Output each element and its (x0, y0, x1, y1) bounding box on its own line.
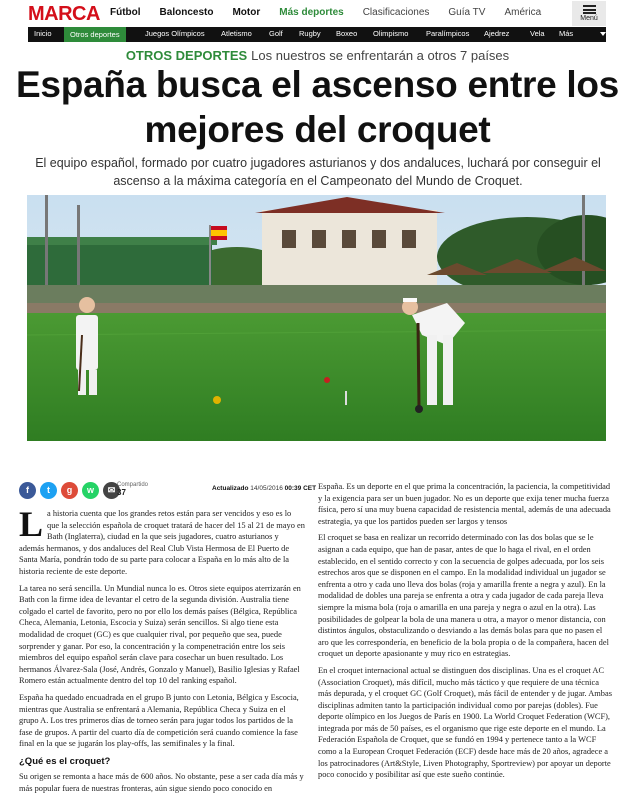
facebook-icon[interactable]: f (19, 482, 36, 499)
subnav-item-atletismo[interactable]: Atletismo (221, 29, 252, 38)
mail-icon[interactable]: ✉ (103, 482, 120, 499)
subnav-item-otros-deportes[interactable]: Otros deportes (64, 27, 126, 42)
subnav-item-paralimpicos[interactable]: Paralímpicos (426, 29, 470, 38)
body-paragraph: El croquet se basa en realizar un recorrido determinado con las dos bolas que se le asignan a cada equipo, que han de pasar, antes de que lo haga el rival, en el orden establecido, en el sentido correcto y con la secuencia de golpes adecuada, por los seis estrechos aros que se disponen en el campo. En la modalidad individual un jugador se enfrenta a otro y cada uno lleva dos bolas (roja y amarilla frente a negra y azul). En la modalidad de dobles una pareja se enfrenta a otra y cada jugador de cada pareja lleva siempre la misma bola (roja o amarilla en una pareja y negra o azul en la otra). Las posibilidades de golpear la bola de una manera u otra, a mayor o menor distancia, con distintos ángulos, obstaculizando o desviando a las demás bolas para que no pasen el aro que les correspondería, en beneficio de la bola propia o de la compañera, hacen del croquet un deporte apasionante y muy rico en estrategias. (318, 533, 609, 659)
chevron-down-icon[interactable] (600, 32, 606, 36)
marca-logo[interactable]: MARCA (28, 3, 100, 25)
article-body-right-column (318, 481, 614, 786)
updated-time: 00:39 CET (284, 485, 317, 492)
section-subhead: ¿Qué es el croquet? (19, 755, 111, 767)
updated-date: 14/05/2016 (250, 485, 283, 492)
subnav-item-olimpismo[interactable]: Olimpismo (373, 29, 409, 38)
whatsapp-icon[interactable]: w (82, 482, 99, 499)
article-lead: El equipo español, formado por cuatro jugadores asturianos y dos andaluces, luchará por conseguir el ascenso a la máxima categoría en el Campeonato del Mundo de Croquet. (35, 156, 601, 188)
article-body-left-column (19, 504, 305, 800)
body-paragraph: La tarea no será sencilla. Un Mundial nunca lo es. Otros siete equipos aterrizarán en Bath con la firme idea de levantar el cetro de la segunda división. Australia tiene colgado el cartel de favorito, pero no por ello los demás países (Bélgica, República Checa, Alemania, Letonia, Escocia y Suiza) serán sencillos. Si algo tiene esta modalidad de croquet (GC) es que cualquier rival, por pequeño que sea, puede sorprender y ganar. Por eso, la concentración y la compenetración entre los seis miembros del equipo español serán clave para cosechar un buen resultado. Los hermanos Álvarez-Sala (José, Andrés, Gonzalo y Manuel), Basilio Iglesias y Rafael Romero están actualmente dentro del top 10 del ranking español. (19, 583, 301, 686)
nav-item-baloncesto[interactable]: Baloncesto (159, 7, 214, 18)
share-count-value: 37 (117, 488, 126, 497)
body-paragraph: En el croquet internacional actual se distinguen dos disciplinas. Una es el croquet AC (Association Croquet), más difícil, mucho más táctico y que requiere de una técnica más depurada, y el croquet GC (Golf Croquet), más fácil de entender y de jugar. Ambas disciplinas admiten tanto la participación individual como por parejas (dobles). Fue deporte olímpico en los Juegos de París en 1900. La World Croquet Federation (WCF), integrada por más de 50 países, es el organismo que rige este deporte en el mundo. La Federación Española de Croquet, que se fundó en 1994 y pertenece tanto a la WCF como a la European Croquet Federación (ECF) desde hace más de 20 años, agradece a los patrocinadores (Art&Style, Liven Photography, Sportreview) por apoyar un deporte poco conocido y posibilitar así que este sueño continúe. (318, 665, 612, 780)
subnav-item-juegos-olimpicos[interactable]: Juegos Olímpicos (145, 29, 205, 38)
main-nav (110, 7, 560, 18)
body-paragraph: España. Es un deporte en el que prima la concentración, la paciencia, la competitividad y la exigencia para ser un buen jugador. No es un deporte que exija tener mucha fuerza física, pero sí una muy buena capacidad de resistencia mental, además de una adecuada estrategia, ya que los partidos pueden ser largos y tensos (318, 482, 611, 526)
subnav-item-golf[interactable]: Golf (269, 29, 283, 38)
body-paragraph: Su origen se remonta a hace más de 600 años. No obstante, pese a ser cada día más y más popular fuera de nuestras fronteras, aún sigue siendo poco conocido en (19, 772, 304, 794)
article-headline: España busca el ascenso entre los mejores del croquet (16, 64, 619, 150)
body-paragraph (19, 504, 305, 578)
menu-button[interactable] (572, 1, 606, 26)
kicker-subtitle: Los nuestros se enfrentarán a otros 7 países (251, 48, 510, 63)
section-kicker[interactable]: OTROS DEPORTES (125, 48, 248, 63)
share-count-label: Compartido (117, 482, 149, 488)
menu-label: Menú (580, 15, 598, 22)
updated-label: Actualizado (212, 485, 249, 492)
subnav-item-rugby[interactable]: Rugby (299, 29, 321, 38)
share-count (117, 482, 148, 496)
article-kicker-line (0, 48, 635, 63)
nav-item-guia-tv[interactable]: Guía TV (448, 7, 486, 18)
nav-item-mas-deportes[interactable]: Más deportes (279, 7, 344, 18)
subnav-item-vela[interactable]: Vela (530, 29, 545, 38)
body-paragraph: España ha quedado encuadrada en el grupo B junto con Letonia, Bélgica y Escocia, mientras que Australia se enfrentará a Alemania, República Checa y Suiza en el grupo A. Los tres primeros días de torneo serán para jugar todos los partidos de la fase de grupos. A partir del cuarto día de competición será cuando comience la fase final en la que se jugarán los play-offs, las semifinales y la final. (19, 692, 299, 749)
subnav-item-inicio[interactable]: Inicio (34, 29, 52, 38)
subnav-item-boxeo[interactable]: Boxeo (336, 29, 358, 38)
twitter-icon[interactable]: t (40, 482, 57, 499)
nav-item-america[interactable]: América (504, 7, 542, 18)
nav-item-clasificaciones[interactable]: Clasificaciones (362, 7, 430, 18)
body-paragraph-text: a historia cuenta que los grandes retos están para ser vencidos y eso es lo que la selección española de croquet tratará de hacer del 15 al 21 de mayo en Bath (Inglaterra), ciudad en la que seis jugadores, cuatro asturianos y además hermanos, y dos andaluces del Real Club Vista Hermosa de El Puerto de Santa María, pondrán todo de su parte para colocar a España en lo más alto de la historia reciente de este deporte. (19, 509, 305, 576)
subnav-item-ajedrez[interactable]: Ajedrez (484, 29, 510, 38)
hamburger-icon (583, 5, 596, 14)
google-plus-icon[interactable]: g (61, 482, 78, 499)
subnav-item-mas[interactable]: Más (559, 29, 574, 38)
section-subnav (28, 27, 606, 42)
nav-item-futbol[interactable]: Fútbol (110, 7, 141, 18)
updated-timestamp (212, 485, 316, 492)
nav-item-motor[interactable]: Motor (232, 7, 261, 18)
article-photo (27, 195, 606, 441)
top-navigation-bar (0, 0, 635, 27)
drop-cap: L (19, 504, 44, 544)
